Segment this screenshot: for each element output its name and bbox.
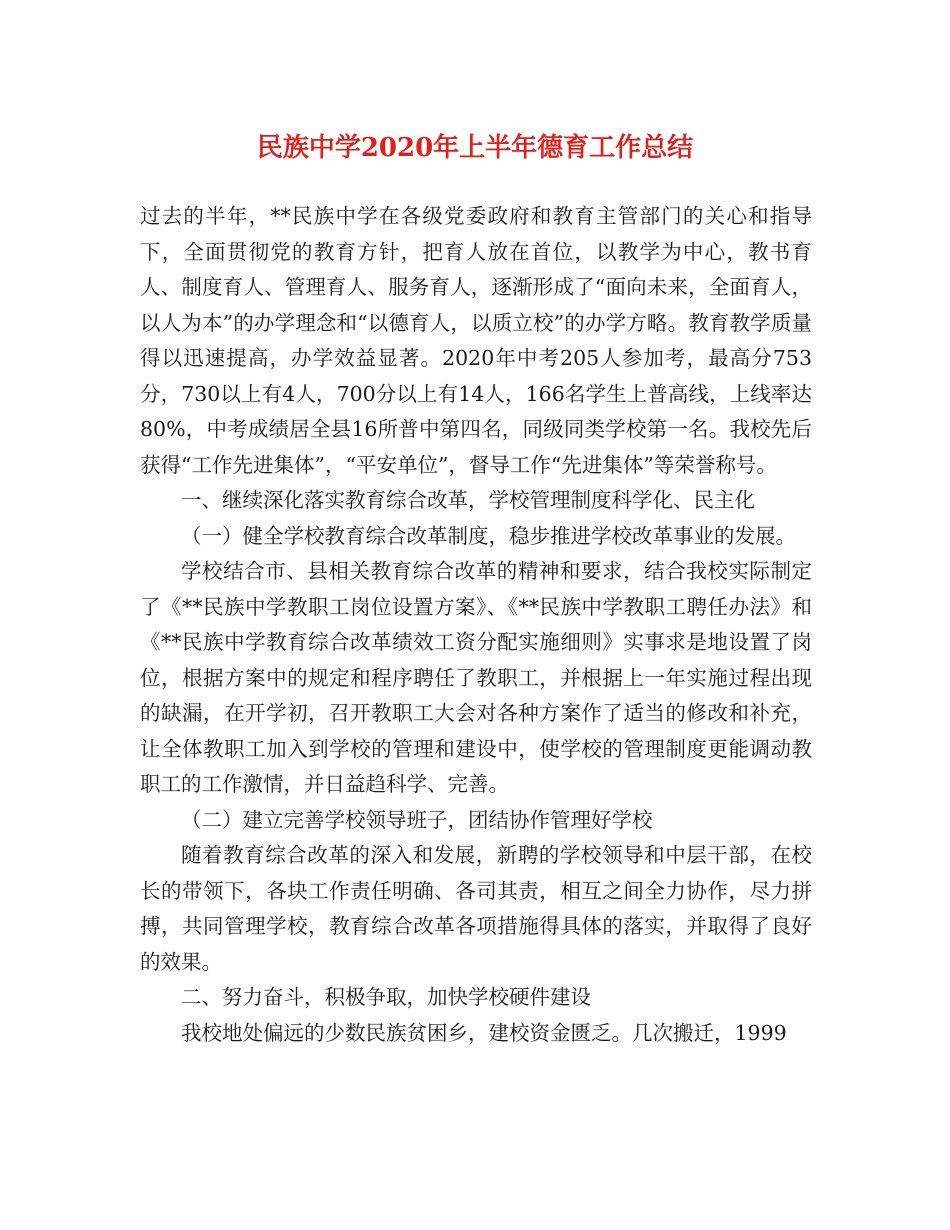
section-heading-2: 二、努力奋斗，积极争取，加快学校硬件建设	[181, 985, 591, 1009]
paragraph-leadership: 随着教育综合改革的深入和发展，新聘的学校领导和中层干部，在校长的带领下，各块工作责任明确、各司其责，相互之间全力协作，尽力拼搏，共同管理学校，教育综合改革各项措施得具体的落实，并取得了良好的效果。	[140, 843, 812, 974]
paragraph-reform-system: 学校结合市、县相关教育综合改革的精神和要求，结合我校实际制定了《**民族中学教职工岗位设置方案》、《**民族中学教职工聘任办法》和《**民族中学教育综合改革绩效工资分配实施细则》实事求是地设置了岗位，根据方案中的规定和程序聘任了教职工，并根据上一年实施过程出现的缺漏，在开学初，召开教职工大会对各种方案作了适当的修改和补充，让全体教职工加入到学校的管理和建设中，使学校的管理制度更能调动教职工的工作激情，并日益趋科学、完善。	[140, 559, 812, 796]
subsection-heading-1-1: （一）健全学校教育综合改革制度，稳步推进学校改革事业的发展。	[181, 523, 796, 548]
subsection-heading-1-2: （二）建立完善学校领导班子，团结协作管理好学校	[181, 807, 653, 832]
document-body	[140, 199, 812, 1051]
section-heading-1: 一、继续深化落实教育综合改革，学校管理制度科学化、民主化	[181, 488, 755, 512]
paragraph-hardware: 我校地处偏远的少数民族贫困乡，建校资金匮乏。几次搬迁，1999	[181, 1020, 787, 1045]
document-title: 民族中学2020年上半年德育工作总结	[256, 133, 694, 163]
paragraph-intro: 过去的半年，**民族中学在各级党委政府和教育主管部门的关心和指导下，全面贯彻党的教育方针，把育人放在首位，以教学为中心，教书育人、制度育人、管理育人、服务育人，逐渐形成了“面向未来，全面育人，以人为本”的办学理念和“以德育人，以质立校”的办学方略。教育教学质量得以迅速提高，办学效益显著。2020年中考205人参加考，最高分753分，730以上有4人，700分以上有14人，166名学生上普高线，上线率达80%，中考成绩居全县16所普中第四名，同级同类学校第一名。我校先后获得“工作先进集体”，“平安单位”，督导工作“先进集体”等荣誉称号。	[140, 204, 812, 477]
